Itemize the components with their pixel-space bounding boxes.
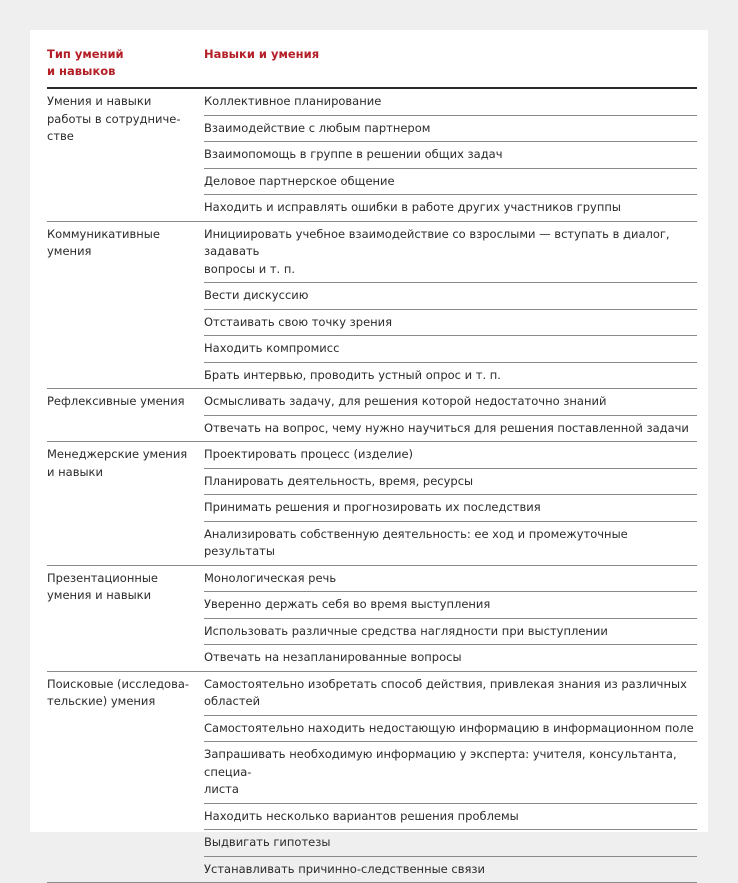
skill-category-cell: Умения и навыки работы в сотрудниче- стве xyxy=(47,88,204,221)
table-header-row xyxy=(47,45,697,88)
table-row xyxy=(47,389,697,416)
skill-cell: Брать интервью, проводить устный опрос и т. п. xyxy=(204,362,697,389)
skill-cell: Самостоятельно находить недостающую информацию в информационном поле xyxy=(204,715,697,742)
skill-cell: Уверенно держать себя во время выступления xyxy=(204,592,697,619)
skill-cell: Отвечать на вопрос, чему нужно научиться для решения поставленной задачи xyxy=(204,415,697,442)
skill-category-cell: Рефлексивные умения xyxy=(47,389,204,442)
header-skill-type: Тип умений и навыков xyxy=(47,45,204,88)
skill-cell: Взаимодействие с любым партнером xyxy=(204,115,697,142)
skill-cell: Вести дискуссию xyxy=(204,283,697,310)
header-skills: Навыки и умения xyxy=(204,45,697,88)
skill-cell: Находить и исправлять ошибки в работе других участников группы xyxy=(204,195,697,222)
skill-cell: Взаимопомощь в группе в решении общих задач xyxy=(204,142,697,169)
skill-cell: Устанавливать причинно-следственные связи xyxy=(204,856,697,883)
skill-cell: Осмысливать задачу, для решения которой недостаточно знаний xyxy=(204,389,697,416)
skill-cell: Коллективное планирование xyxy=(204,88,697,115)
table-row xyxy=(47,221,697,283)
skill-category-cell: Презентационные умения и навыки xyxy=(47,565,204,671)
skill-cell: Находить компромисс xyxy=(204,336,697,363)
skill-cell: Отстаивать свою точку зрения xyxy=(204,309,697,336)
skills-table xyxy=(47,45,697,883)
skill-category-cell: Поисковые (исследова- тельские) умения xyxy=(47,671,204,883)
document-page xyxy=(30,30,708,876)
skill-cell: Анализировать собственную деятельность: ее ход и промежуточные результаты xyxy=(204,521,697,565)
skill-cell: Использовать различные средства наглядности при выступлении xyxy=(204,618,697,645)
skill-cell: Отвечать на незапланированные вопросы xyxy=(204,645,697,672)
skill-category-cell: Менеджерские умения и навыки xyxy=(47,442,204,566)
skill-cell: Находить несколько вариантов решения проблемы xyxy=(204,803,697,830)
skill-cell: Самостоятельно изобретать способ действия, привлекая знания из различных областей xyxy=(204,671,697,715)
skill-cell: Принимать решения и прогнозировать их последствия xyxy=(204,495,697,522)
table-body xyxy=(47,88,697,883)
table-row xyxy=(47,671,697,715)
table-row xyxy=(47,88,697,115)
skill-cell: Планировать деятельность, время, ресурсы xyxy=(204,468,697,495)
table-row xyxy=(47,565,697,592)
table-row xyxy=(47,442,697,469)
skill-cell: Выдвигать гипотезы xyxy=(204,830,697,857)
skill-cell: Деловое партнерское общение xyxy=(204,168,697,195)
skill-cell: Запрашивать необходимую информацию у эксперта: учителя, консультанта, специа- листа xyxy=(204,742,697,804)
skill-category-cell: Коммуникативные умения xyxy=(47,221,204,389)
skill-cell: Проектировать процесс (изделие) xyxy=(204,442,697,469)
skill-cell: Инициировать учебное взаимодействие со взрослыми — вступать в диалог, задавать вопросы и т. п. xyxy=(204,221,697,283)
skill-cell: Монологическая речь xyxy=(204,565,697,592)
